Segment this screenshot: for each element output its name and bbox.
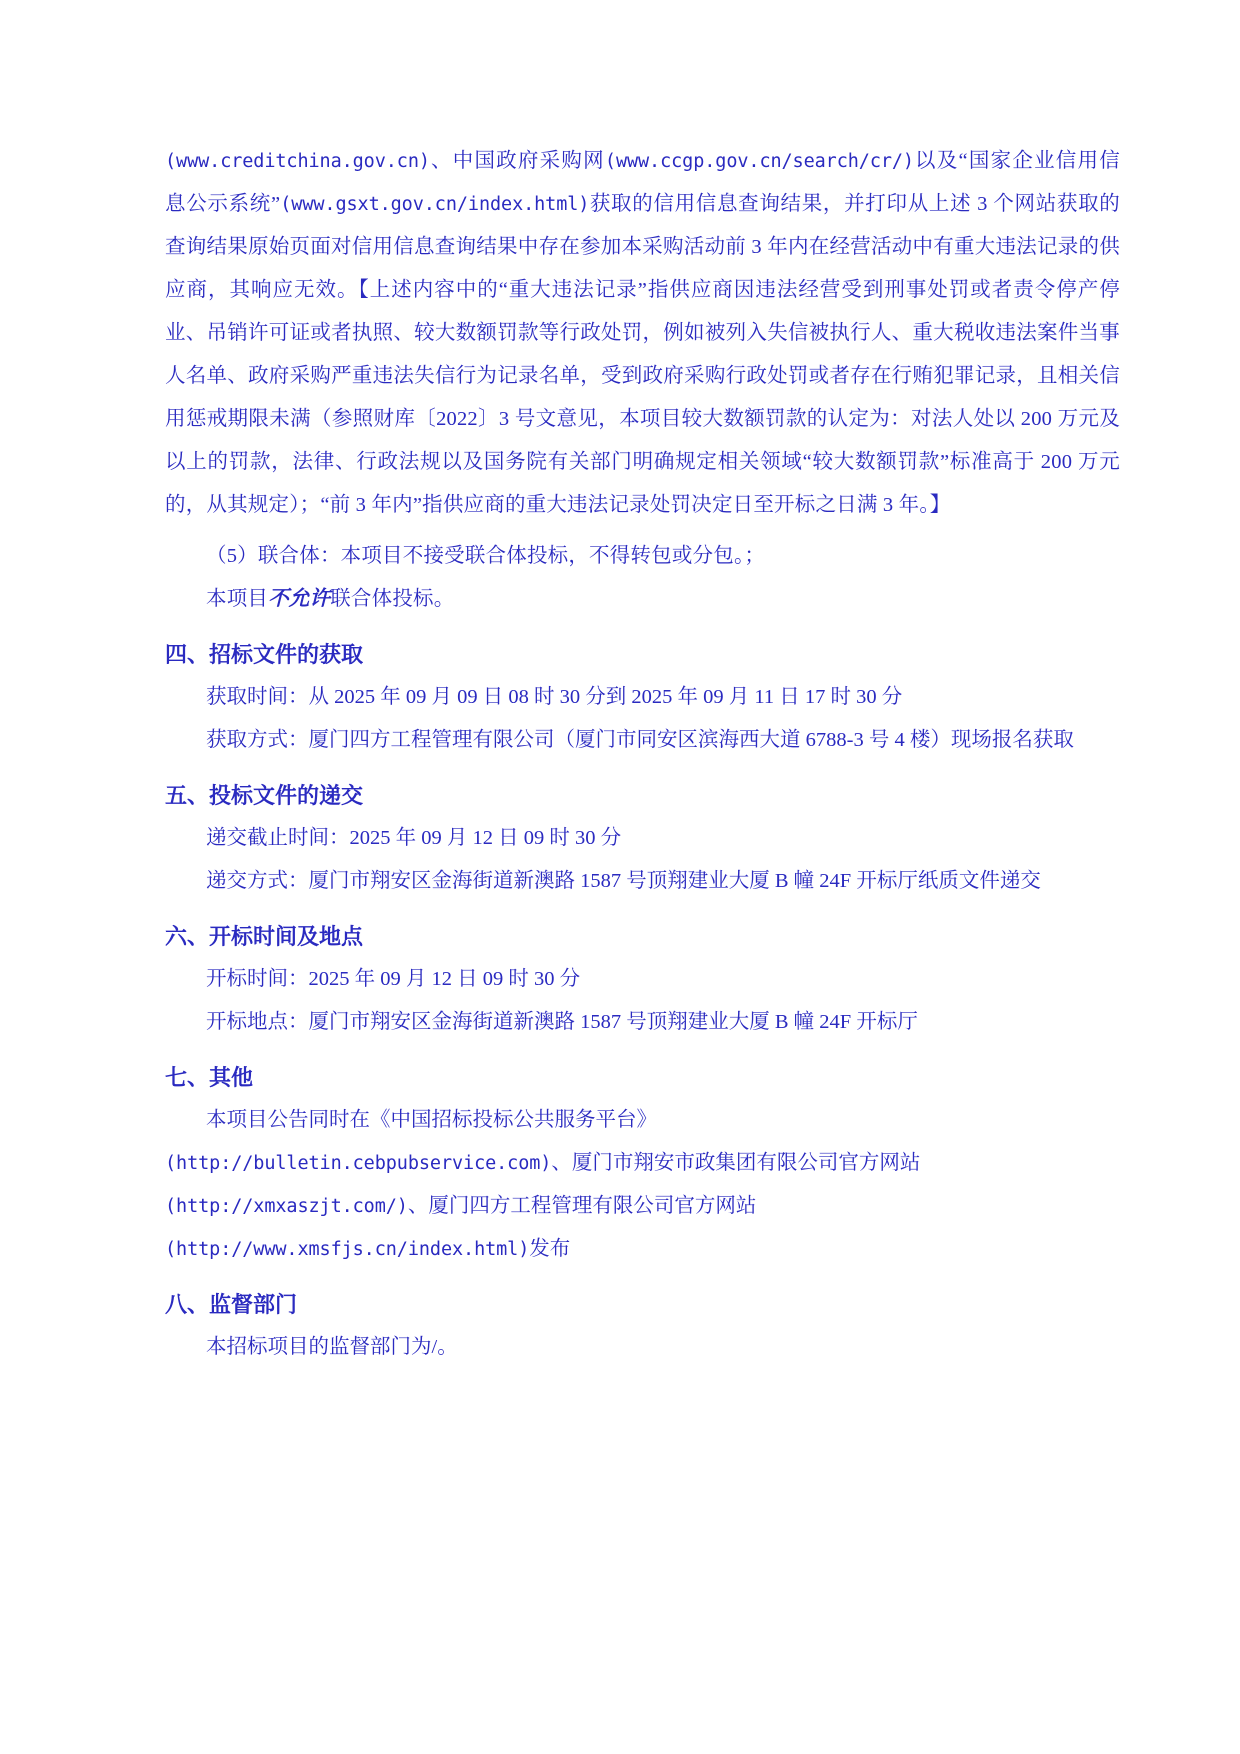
section-5-title: 五、投标文件的递交 <box>165 783 364 808</box>
section-4-line-1: 获取时间：从 2025 年 09 月 09 日 08 时 30 分到 2025 年 09 月 11 日 17 时 30 分 <box>206 686 903 708</box>
section-5-line-2: 递交方式：厦门市翔安区金海街道新澳路 1587 号顶翔建业大厦 B 幢 24F 开标厅纸质文件递交 <box>206 870 1041 892</box>
paragraph-credit-check <box>165 140 1120 527</box>
url-cebpubservice: (http://bulletin.cebpubservice.com) <box>165 1153 552 1174</box>
clause-5-note-suffix: 联合体投标。 <box>330 588 455 610</box>
clause-5-note-prefix: 本项目 <box>206 588 269 610</box>
clause-5-note <box>165 578 1120 621</box>
url-xmsfjs: (http://www.xmsfjs.cn/index.html) <box>165 1239 530 1260</box>
url-ccgp: (www.ccgp.gov.cn/search/cr/) <box>604 151 914 172</box>
url-creditchina: (www.creditchina.gov.cn) <box>165 151 430 172</box>
section-8-line-1: 本招标项目的监督部门为/。 <box>206 1336 458 1358</box>
section-7-line-1: 本项目公告同时在《中国招标投标公共服务平台》 <box>206 1109 657 1131</box>
section-7-line-4-text: 发布 <box>529 1238 571 1260</box>
section-7-line-3 <box>165 1185 1120 1228</box>
section-7-line-2 <box>165 1142 1120 1185</box>
text-major-violation-clause: 获取的信用信息查询结果，并打印从上述 3 个网站获取的查询结果原始页面对信用信息查询结果中存在参加本采购活动前 3 年内在经营活动中有重大违法记录的供应商，其响应无效。【上述内容中的“重大违法记录”指供应商因违法经营受到刑事处罚或者责令停产停业、吊销许可证或者执照、较大数额罚款等行政处罚，例如被列入失信被执行人、重大税收违法案件当事人名单、政府采购严重违法失信行为记录名单，受到政府采购行政处罚或者存在行贿犯罪记录，且相关信用惩戒期限未满（参照财库〔2022〕3 号文意见，本项目较大数额罚款的认定为：对法人处以 200 万元及以上的罚款，法律、行政法规以及国务院有关部门明确规定相关领域“较大数额罚款”标准高于 200 万元的，从其规定）；“前 3 年内”指供应商的重大违法记录处罚决定日至开标之日满 3 年。】 <box>165 193 1120 516</box>
section-5-line-1: 递交截止时间：2025 年 09 月 12 日 09 时 30 分 <box>206 827 622 849</box>
section-8-title: 八、监督部门 <box>165 1292 298 1317</box>
section-7-title: 七、其他 <box>165 1065 254 1090</box>
section-6-line-2: 开标地点：厦门市翔安区金海街道新澳路 1587 号顶翔建业大厦 B 幢 24F 开标厅 <box>206 1011 918 1033</box>
section-4-title: 四、招标文件的获取 <box>165 642 364 667</box>
clause-5-consortium: （5）联合体：本项目不接受联合体投标，不得转包或分包。； <box>206 545 766 567</box>
section-6-line-1: 开标时间：2025 年 09 月 12 日 09 时 30 分 <box>206 968 581 990</box>
clause-5-note-emphasis: 不允许 <box>268 588 331 610</box>
section-7-line-4 <box>165 1228 1120 1271</box>
section-7-line-3-text: 、厦门四方工程管理有限公司官方网站 <box>407 1195 757 1217</box>
url-xmxaszjt: (http://xmxaszjt.com/) <box>165 1196 408 1217</box>
section-4-line-2: 获取方式：厦门四方工程管理有限公司（厦门市同安区滨海西大道 6788-3 号 4 楼）现场报名获取 <box>206 729 1074 751</box>
text-ccgp-lead: 、中国政府采购网 <box>429 150 605 172</box>
url-gsxt: (www.gsxt.gov.cn/index.html) <box>280 194 590 215</box>
section-6-title: 六、开标时间及地点 <box>165 924 364 949</box>
text-gsxt-lead: 以及“国家企业信用信息公示系统” <box>165 150 1120 215</box>
section-7-line-2-text: 、厦门市翔安市政集团有限公司官方网站 <box>551 1152 921 1174</box>
